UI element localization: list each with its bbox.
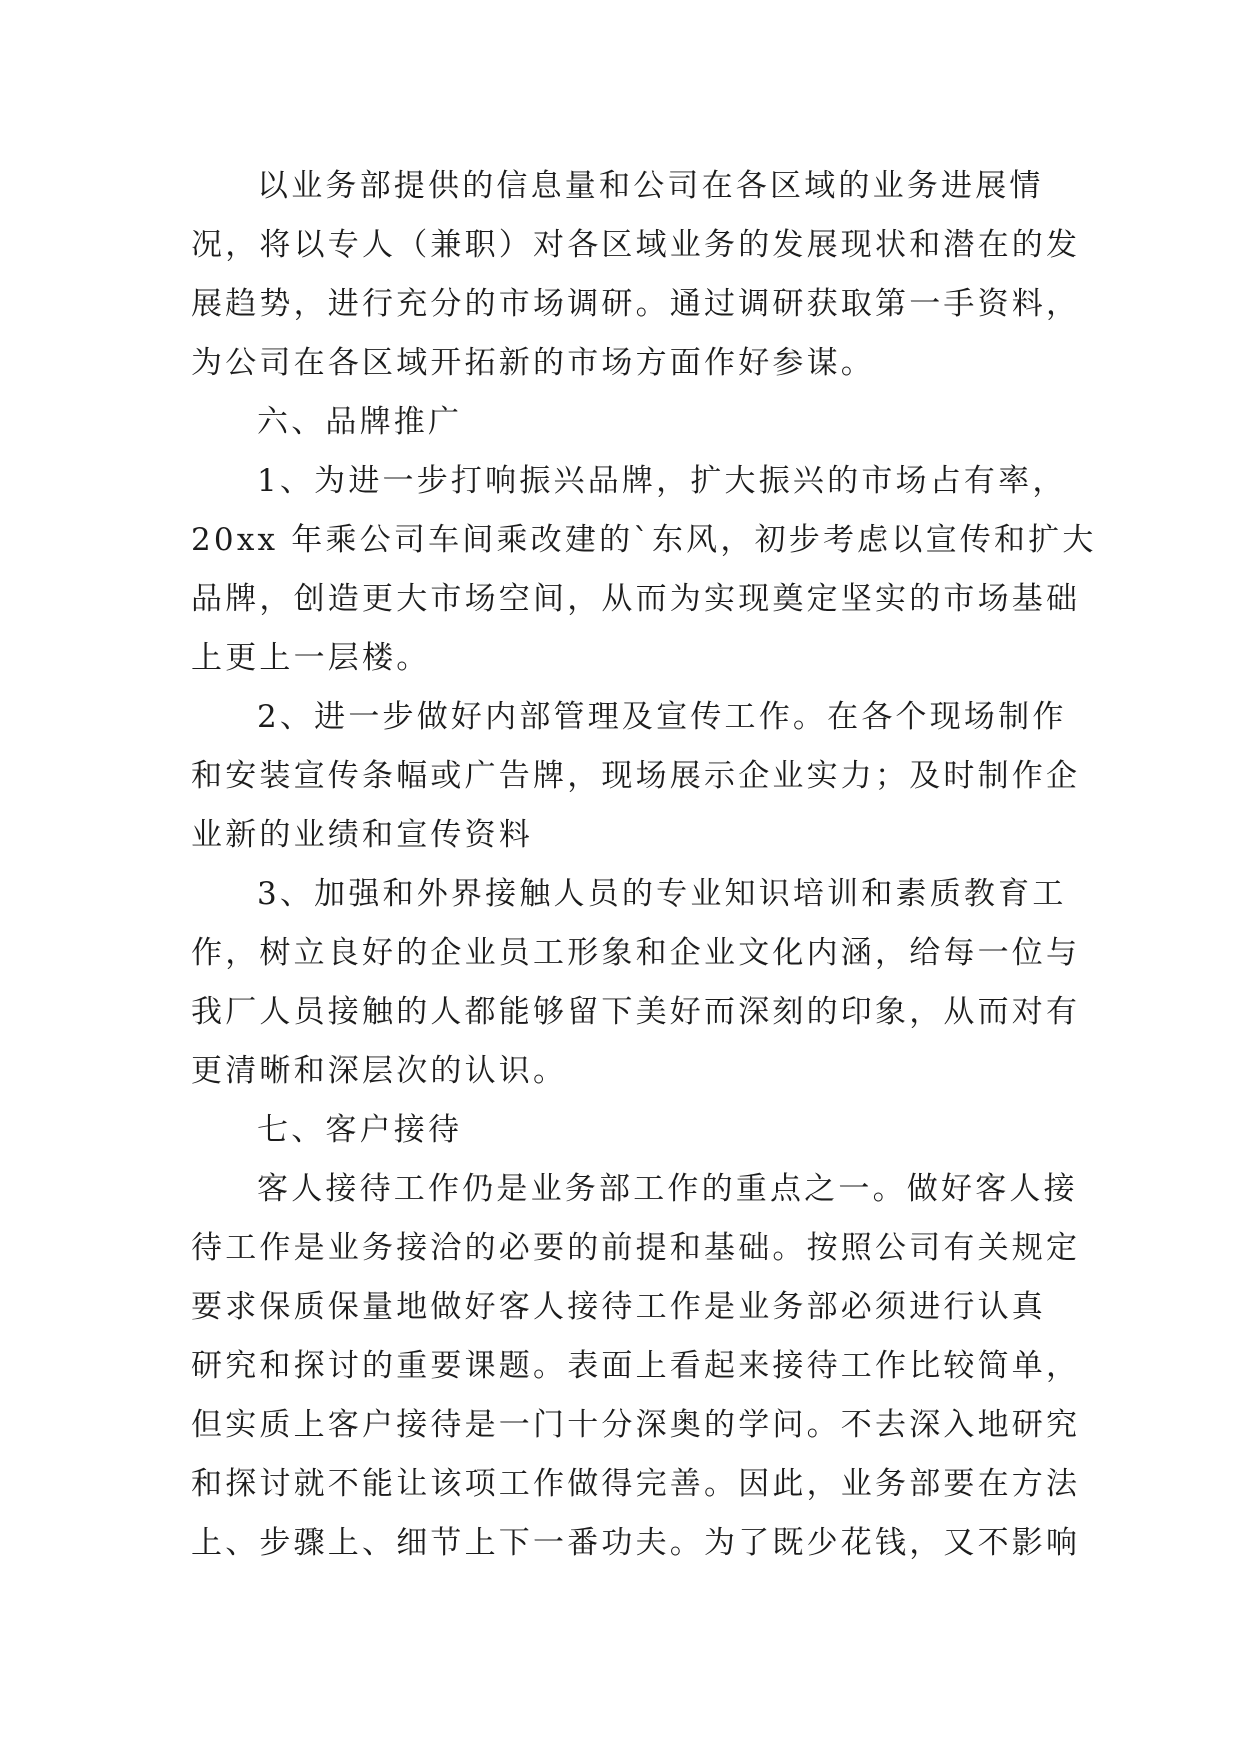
brand-item-1-line-3: 品牌，创造更大市场空间，从而为实现奠定坚实的市场基础 [191,581,1081,617]
section-heading-customer-reception: 七、客户接待 [257,1112,463,1148]
paragraph-reception-line-4: 研究和探讨的重要课题。表面上看起来接待工作比较简单， [191,1348,1081,1384]
paragraph-reception-line-2: 待工作是业务接洽的必要的前提和基础。按照公司有关规定 [191,1230,1081,1266]
paragraph-reception-line-1: 客人接待工作仍是业务部工作的重点之一。做好客人接 [257,1171,1078,1207]
paragraph-reception-line-6: 和探讨就不能让该项工作做得完善。因此，业务部要在方法 [191,1466,1081,1502]
brand-item-3-line-3: 我厂人员接触的人都能够留下美好而深刻的印象，从而对有 [191,994,1081,1030]
brand-item-1-line-1: 1、为进一步打响振兴品牌，扩大振兴的市场占有率， [257,463,1067,499]
brand-item-2-line-2: 和安装宣传条幅或广告牌，现场展示企业实力；及时制作企 [191,758,1081,794]
brand-item-3-line-2: 作，树立良好的企业员工形象和企业文化内涵，给每一位与 [191,935,1081,971]
brand-item-3-line-4: 更清晰和深层次的认识。 [191,1053,568,1089]
brand-item-1-line-2: 20xx 年乘公司车间乘改建的`东风，初步考虑以宣传和扩大 [191,522,1097,558]
paragraph-market-research-line-3: 展趋势，进行充分的市场调研。通过调研获取第一手资料， [191,286,1081,322]
section-heading-brand-promotion: 六、品牌推广 [257,404,463,440]
brand-item-2-line-3: 业新的业绩和宣传资料 [191,817,533,853]
brand-item-1-line-4: 上更上一层楼。 [191,640,431,676]
paragraph-reception-line-7: 上、步骤上、细节上下一番功夫。为了既少花钱，又不影响 [191,1525,1081,1561]
paragraph-market-research-line-1: 以业务部提供的信息量和公司在各区域的业务进展情 [257,168,1044,204]
paragraph-reception-line-3: 要求保质保量地做好客人接待工作是业务部必须进行认真 [191,1289,1046,1325]
brand-item-2-line-1: 2、进一步做好内部管理及宣传工作。在各个现场制作 [257,699,1067,735]
paragraph-market-research-line-2: 况，将以专人（兼职）对各区域业务的发展现状和潜在的发 [191,227,1081,263]
brand-item-3-line-1: 3、加强和外界接触人员的专业知识培训和素质教育工 [257,876,1067,912]
paragraph-reception-line-5: 但实质上客户接待是一门十分深奥的学问。不去深入地研究 [191,1407,1081,1443]
document-body [191,157,1097,1573]
paragraph-market-research-line-4: 为公司在各区域开拓新的市场方面作好参谋。 [191,345,875,381]
